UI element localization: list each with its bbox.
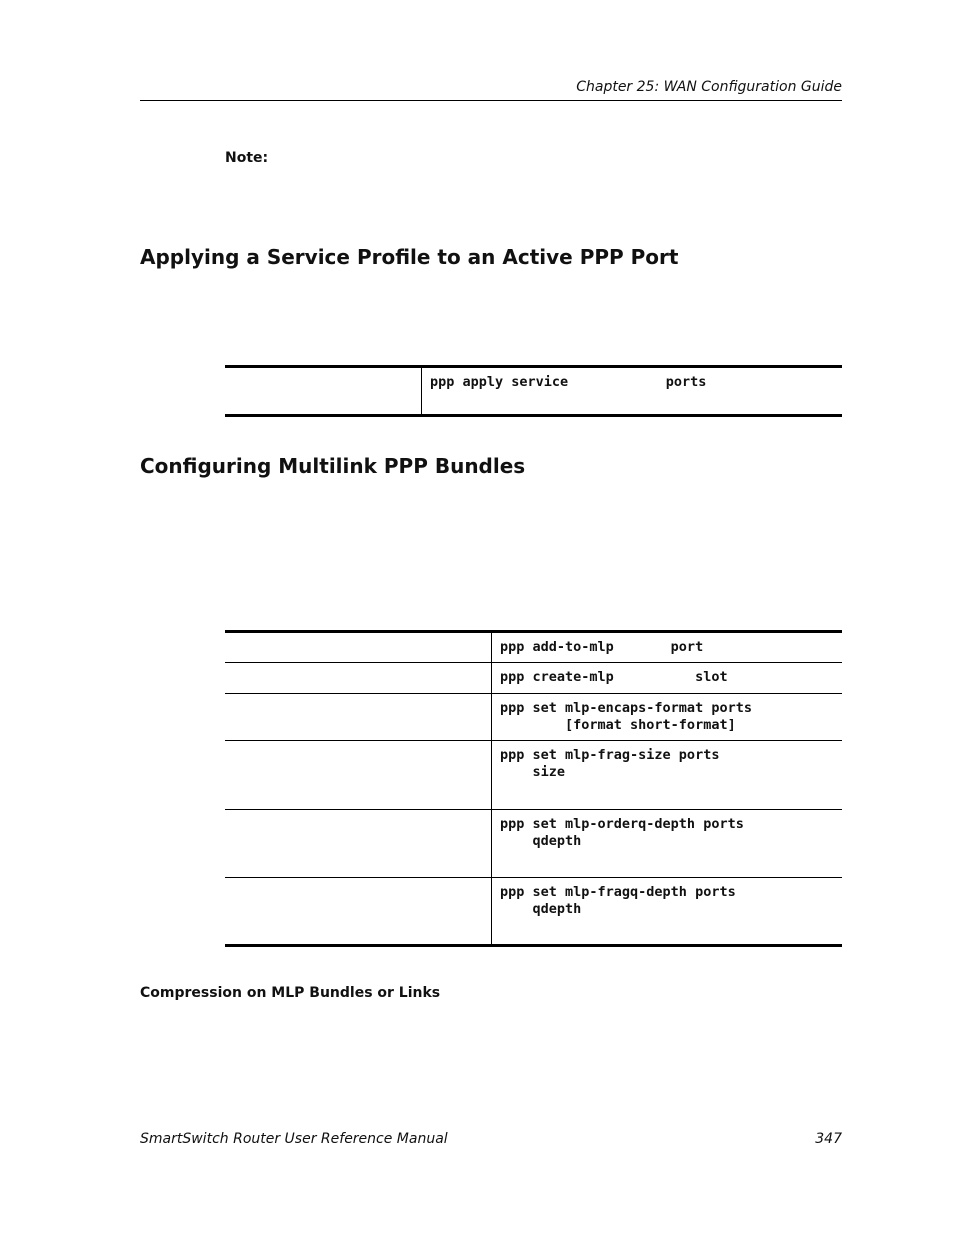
task-cell <box>225 367 422 416</box>
command-text: ppp set mlp-frag-size ports size <box>500 747 720 780</box>
apply-service-command-table <box>225 365 842 417</box>
table-row <box>225 663 842 694</box>
command-cell <box>492 663 843 694</box>
command-cell <box>492 694 843 741</box>
task-cell <box>225 694 492 741</box>
table-row <box>225 741 842 810</box>
table-row <box>225 810 842 878</box>
subsection-heading-compression: Compression on MLP Bundles or Links <box>140 985 441 1001</box>
section-heading-multilink-ppp: Configuring Multilink PPP Bundles <box>140 454 526 478</box>
task-cell <box>225 741 492 810</box>
command-text: ppp set mlp-encaps-format ports [format short-format] <box>500 700 752 733</box>
table-row <box>225 367 842 416</box>
table-row <box>225 632 842 663</box>
command-cell <box>492 810 843 878</box>
note-label: Note: <box>225 150 269 166</box>
table-row <box>225 878 842 946</box>
command-cell <box>492 741 843 810</box>
running-header: Chapter 25: WAN Configuration Guide <box>576 79 842 95</box>
table-row <box>225 694 842 741</box>
task-cell <box>225 878 492 946</box>
command-text: ppp apply service ports <box>430 374 707 390</box>
command-cell <box>492 632 843 663</box>
command-text: ppp add-to-mlp port <box>500 639 704 655</box>
footer-page-number: 347 <box>815 1131 842 1147</box>
task-cell <box>225 810 492 878</box>
command-cell <box>492 878 843 946</box>
section-heading-apply-service-profile: Applying a Service Profile to an Active PPP Port <box>140 245 679 269</box>
command-text: ppp set mlp-fragq-depth ports qdepth <box>500 884 736 917</box>
command-text: ppp set mlp-orderq-depth ports qdepth <box>500 816 744 849</box>
header-rule <box>140 100 842 101</box>
mlp-command-table <box>225 630 842 947</box>
task-cell <box>225 663 492 694</box>
footer-manual-title: SmartSwitch Router User Reference Manual <box>140 1131 448 1147</box>
command-text: ppp create-mlp slot <box>500 669 728 685</box>
command-cell <box>422 367 843 416</box>
task-cell <box>225 632 492 663</box>
